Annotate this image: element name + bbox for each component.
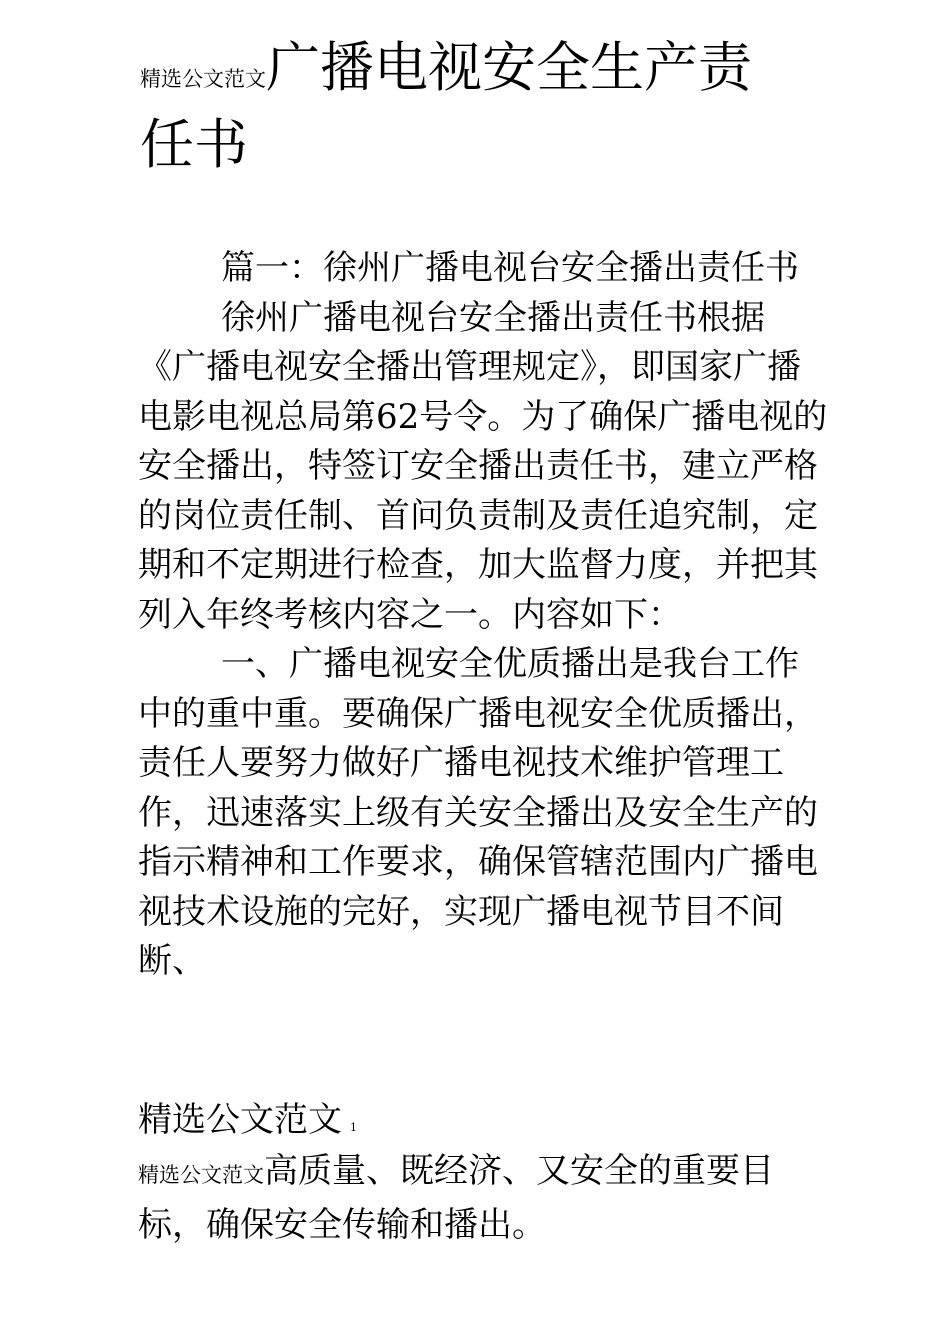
document-body <box>138 244 828 987</box>
paragraph-item-1: 一、广播电视安全优质播出是我台工作中的重中重。要确保广播电视安全优质播出，责任人要努力做好广播电视技术维护管理工作，迅速落实上级有关安全播出及安全生产的指示精神和工作要求，确保管辖范围内广播电视技术设施的完好，实现广播电视节目不间断、 <box>138 644 818 981</box>
title-line-2: 任书 <box>140 113 248 176</box>
paragraph-intro: 徐州广播电视台安全播出责任书根据《广播电视安全播出管理规定》，即国家广播电影电视总局第62号令。为了确保广播电视的安全播出，特签订安全播出责任书，建立严格的岗位责任制、首问负责制及责任追究制，定期和不定期进行检查，加大监督力度，并把其列入年终考核内容之一。内容如下： <box>138 297 828 635</box>
next-page-continuation <box>138 1146 828 1250</box>
document-title <box>140 36 830 190</box>
page-footer <box>138 1096 357 1152</box>
section-heading: 篇一：徐州广播电视台安全播出责任书 <box>221 248 799 288</box>
header-tag: 精选公文范文 <box>140 67 266 91</box>
continuation-text: 高质量、既经济、又安全的重要目标，确保安全传输和播出。 <box>138 1151 774 1245</box>
continuation-tag: 精选公文范文 <box>138 1163 264 1187</box>
page-number: 1 <box>350 1121 357 1134</box>
title-line-1: 广播电视安全生产责 <box>266 36 752 99</box>
footer-tag: 精选公文范文 <box>138 1100 342 1140</box>
